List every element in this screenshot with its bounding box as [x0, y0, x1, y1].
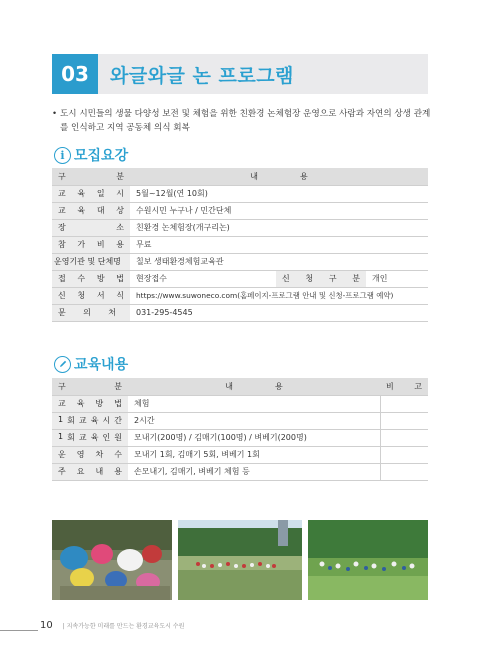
footer — [40, 620, 184, 631]
table-row: 접 수 방 법 현장접수 신 청 구 분 개인 — [52, 270, 428, 287]
table-row: 주 요 내 용 손모내기, 김매기, 벼베기 체험 등 — [52, 463, 428, 480]
table-row: 1 회 교 육 시 간 2시간 — [52, 412, 428, 429]
intro-paragraph — [52, 107, 432, 135]
page-title: 와글와글 논 프로그램 — [110, 64, 294, 87]
education-table — [52, 378, 428, 481]
table-row: 참 가 비 용 무료 — [52, 236, 428, 253]
pencil-icon — [54, 356, 71, 373]
table-row: 문 의 처 031-295-4545 — [52, 304, 428, 321]
recruitment-title: 모집요강 — [74, 148, 129, 164]
application-link: https://www.suwoneco.com(홈페이지-프로그램 안내 및 신청-프로그램 예약) — [130, 287, 428, 304]
table-row: 신 청 서 식 https://www.suwoneco.com(홈페이지-프로그램 안내 및 신청-프로그램 예약) — [52, 287, 428, 304]
recruitment-table — [52, 168, 428, 322]
education-title: 교육내용 — [74, 357, 129, 373]
table-header: 구 분 내 용 — [52, 168, 428, 185]
bullet: • — [52, 109, 58, 119]
table-row: 운 영 차 수 모내기 1회, 김매기 5회, 벼베기 1회 — [52, 446, 428, 463]
table-row: 교 육 방 법 체험 — [52, 395, 428, 412]
photo-paddy-field — [178, 520, 302, 600]
table-row: 교 육 대 상 수원시민 누구나 / 민간단체 — [52, 202, 428, 219]
section-number: 03 — [52, 54, 98, 94]
footer-rule — [0, 630, 38, 631]
section-title-bar — [52, 54, 428, 94]
footer-text: | 지속가능한 미래를 만드는 환경교육도시 수원 — [62, 623, 185, 630]
table-row: 1 회 교 육 인 원 모내기(200명) / 김매기(100명) / 벼베기(200명) — [52, 429, 428, 446]
page-number: 10 — [40, 620, 53, 631]
intro-text: 도시 시민들의 생물 다양성 보전 및 체험을 위한 친환경 논체험장 운영으로 사람과 자연의 상생 관계를 인식하고 지역 공동체 의식 회복 — [60, 109, 431, 133]
education-heading — [54, 354, 128, 374]
table-header: 구 분 내 용 비 고 — [52, 378, 428, 395]
table-row: 장 소 친환경 논체험장(개구리논) — [52, 219, 428, 236]
recruitment-heading — [54, 145, 128, 165]
info-icon: i — [54, 147, 71, 164]
photo-rice-planting — [52, 520, 172, 600]
table-row: 교 육 일 시 5월~12월(연 10회) — [52, 185, 428, 202]
photo-harvest — [308, 520, 428, 600]
table-row: 운영기관 및 단체명 칠보 생태환경체험교육관 — [52, 253, 428, 270]
